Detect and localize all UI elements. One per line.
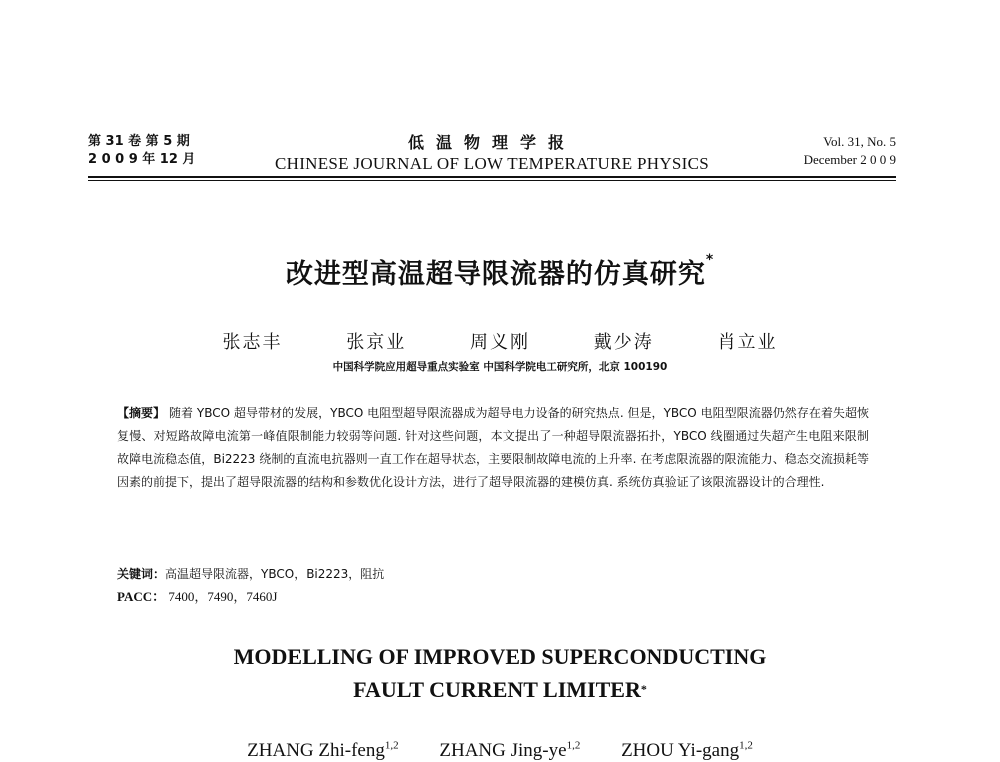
running-header <box>88 133 896 181</box>
abstract-cn <box>117 402 869 494</box>
title-en-line2 <box>0 673 1000 706</box>
author-en-affil: 1,2 <box>739 740 753 752</box>
authors-cn <box>0 328 1000 354</box>
author-en-affil: 1,2 <box>384 740 399 752</box>
volume-line: 第 31 卷 第 5 期 <box>88 134 190 149</box>
author-cn: 周义刚 <box>470 332 530 353</box>
title-en-footnote-mark: * <box>640 682 647 696</box>
affiliation-cn: 中国科学院应用超导重点实验室 中国科学院电工研究所，北京 100190 <box>332 361 668 373</box>
title-cn-footnote-mark: * <box>705 252 715 268</box>
author-en-name: ZHANG Jing-ye <box>439 740 567 762</box>
paper-title-en <box>0 640 1000 706</box>
volume-issue-en <box>804 133 896 169</box>
keywords-cn <box>117 563 384 585</box>
pacc-codes <box>117 586 277 608</box>
title-en-line2-text: FAULT CURRENT LIMITER <box>353 677 641 702</box>
author-cn: 戴少涛 <box>593 332 654 353</box>
author-cn: 张京业 <box>346 332 407 353</box>
pacc-text: 7400，7490，7460J <box>168 589 278 604</box>
author-en-affil: 1,2 <box>566 740 581 752</box>
author-cn: 张志丰 <box>222 332 283 353</box>
header-rule-thin <box>88 180 896 181</box>
paper-title-cn <box>0 252 1000 291</box>
journal-name-en: CHINESE JOURNAL OF LOW TEMPERATURE PHYSICS <box>274 154 710 173</box>
header-rule-thick <box>88 176 896 178</box>
keywords-label: 关键词： <box>117 567 166 581</box>
author-en <box>247 740 398 761</box>
pacc-label: PACC： <box>117 589 166 604</box>
volume-line-en: Vol. 31, No. 5 <box>823 134 896 149</box>
author-en-name: ZHOU Yi-gang <box>621 740 740 762</box>
title-cn-text: 改进型高温超导限流器的仿真研究 <box>285 259 706 290</box>
journal-name <box>88 133 896 175</box>
author-cn: 肖立业 <box>717 332 778 353</box>
abstract-label: 【摘要】 <box>117 406 166 420</box>
date-line-cn: 2 0 0 9 年 12 月 <box>88 152 196 167</box>
title-en-line1: MODELLING OF IMPROVED SUPERCONDUCTING <box>233 644 767 669</box>
author-en <box>621 740 753 761</box>
abstract-text: 随着 YBCO 超导带材的发展，YBCO 电阻型超导限流器成为超导电力设备的研究热点. 但是，YBCO 电阻型限流器仍然存在着失超恢复慢、对短路故障电流第一峰值限制能力较弱等问题. 针对这些问题，本文提出了一种超导限流器拓扑，YBCO 线圈通过失超产生电阻来限制故障电流稳态值，Bi2223 绕制的直流电抗器则一直工作在超导状态，主要限制故障电流的上升率. 在考虑限流器的限流能力、稳态交流损耗等因素的前提下，提出了超导限流器的结构和参数优化设计方法，进行了超导限流器的建模仿真. 系统仿真验证了该限流器设计的合理性. <box>117 406 869 489</box>
authors-en <box>0 740 1000 762</box>
author-en <box>439 740 580 761</box>
journal-name-cn: 低温物理学报 <box>407 133 576 152</box>
author-en-name: ZHANG Zhi-feng <box>247 740 385 762</box>
keywords-text: 高温超导限流器，YBCO，Bi2223，阻抗 <box>165 567 385 581</box>
date-line-en: December 2 0 0 9 <box>803 152 896 167</box>
